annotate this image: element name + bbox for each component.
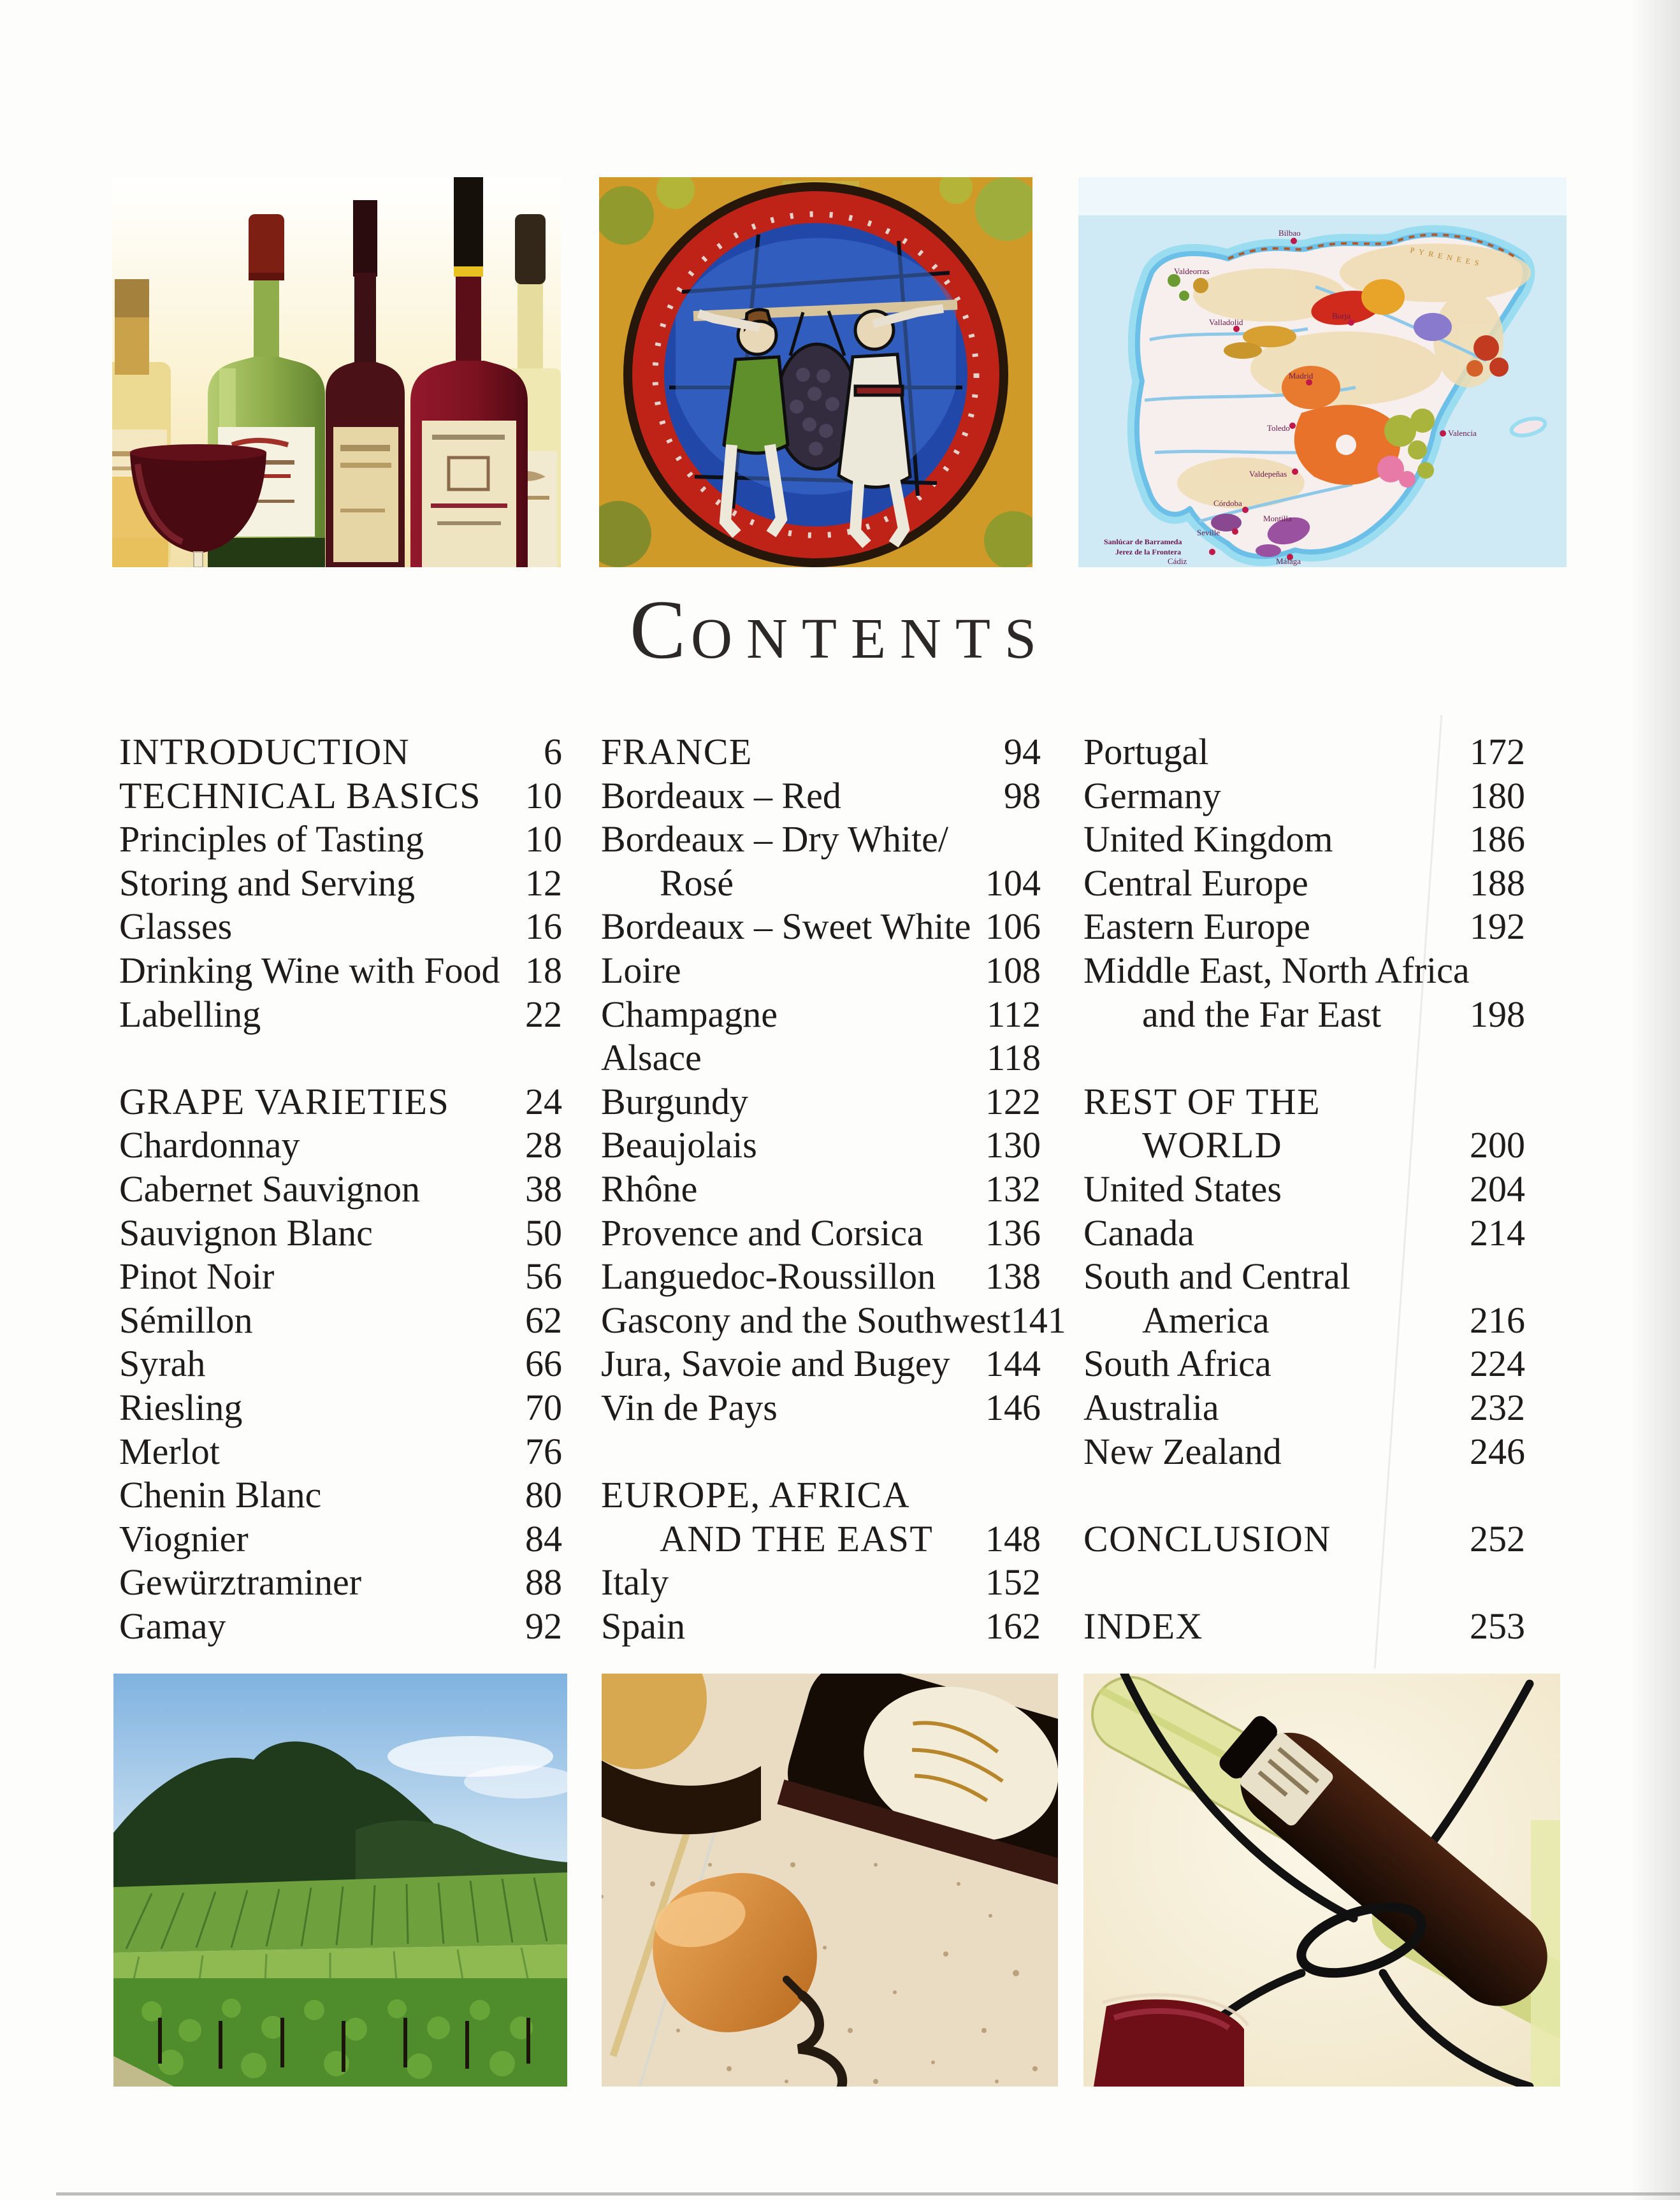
toc-entry-label: WORLD bbox=[1142, 1124, 1283, 1166]
toc-entry-page: 172 bbox=[1470, 731, 1525, 772]
toc-spacer bbox=[1083, 1473, 1525, 1517]
toc-entry-page: 138 bbox=[985, 1256, 1041, 1298]
spain-wine-map-photo bbox=[1078, 177, 1567, 567]
toc-entry-label: FRANCE bbox=[601, 731, 753, 772]
svg-text:Madrid: Madrid bbox=[1289, 371, 1314, 380]
red-wine-glass-partial bbox=[1094, 1995, 1248, 2087]
toc-entry bbox=[119, 1517, 562, 1561]
svg-text:Borja: Borja bbox=[1332, 311, 1351, 321]
toc-spacer bbox=[119, 1036, 562, 1080]
toc-entry-label: Spain bbox=[601, 1605, 686, 1647]
toc-entry-label: Vin de Pays bbox=[601, 1386, 778, 1428]
toc-entry-label: South Africa bbox=[1083, 1343, 1271, 1385]
toc-entry-label: AND THE EAST bbox=[660, 1517, 934, 1560]
toc-entry-label: Beaujolais bbox=[601, 1124, 757, 1166]
toc-entry bbox=[601, 1036, 1041, 1080]
toc-entry bbox=[601, 1124, 1041, 1168]
toc-entry bbox=[601, 774, 1041, 818]
toc-entry bbox=[119, 774, 562, 818]
toc-entry bbox=[119, 905, 562, 949]
toc-entry-label: Loire bbox=[601, 949, 681, 991]
toc-entry-page: 148 bbox=[985, 1517, 1041, 1560]
toc-entry-page: 122 bbox=[985, 1080, 1041, 1122]
toc-entry-page: 246 bbox=[1470, 1430, 1525, 1472]
toc-spacer bbox=[601, 1430, 1041, 1474]
toc-entry-page: 80 bbox=[525, 1474, 562, 1516]
toc-entry bbox=[601, 1299, 1066, 1343]
toc-entry-label: Viognier bbox=[119, 1517, 249, 1560]
toc-entry bbox=[119, 862, 562, 906]
toc-entry-page: 106 bbox=[985, 906, 1041, 948]
toc-entry bbox=[119, 730, 562, 774]
toc-entry-label: INDEX bbox=[1083, 1605, 1203, 1647]
toc-entry-page: 112 bbox=[987, 993, 1041, 1035]
toc-entry-label: Syrah bbox=[119, 1343, 206, 1385]
svg-text:Valdeorras: Valdeorras bbox=[1174, 266, 1210, 276]
toc-entry bbox=[1083, 774, 1525, 818]
toc-entry bbox=[1083, 1430, 1525, 1474]
svg-text:Bilbao: Bilbao bbox=[1278, 228, 1301, 238]
toc-entry-page: 70 bbox=[525, 1386, 562, 1428]
toc-entry bbox=[119, 1168, 562, 1212]
svg-text:Sanlúcar de Barrameda: Sanlúcar de Barrameda bbox=[1104, 537, 1182, 546]
wine-bottles-illustration bbox=[112, 177, 561, 567]
vineyard-illustration bbox=[113, 1674, 567, 2087]
toc-entry-label: Germany bbox=[1083, 774, 1221, 816]
toc-entry bbox=[119, 1386, 562, 1430]
toc-entry-label: Provence and Corsica bbox=[601, 1212, 923, 1254]
toc-entry-page: 12 bbox=[525, 862, 562, 904]
toc-entry-label: Burgundy bbox=[601, 1080, 748, 1122]
toc-entry bbox=[601, 1386, 1041, 1430]
toc-entry-page: 76 bbox=[525, 1430, 562, 1472]
toc-entry-page: 56 bbox=[525, 1256, 562, 1298]
toc-entry bbox=[1083, 1124, 1525, 1168]
toc-entry-label: Sauvignon Blanc bbox=[119, 1212, 373, 1254]
toc-entry-label: Riesling bbox=[119, 1386, 243, 1428]
toc-entry-page: 253 bbox=[1470, 1605, 1525, 1647]
svg-text:Valdepeñas: Valdepeñas bbox=[1249, 469, 1287, 479]
toc-entry-label: Alsace bbox=[601, 1037, 702, 1079]
toc-entry-page: 18 bbox=[525, 949, 562, 991]
toc-entry-label: Drinking Wine with Food bbox=[119, 949, 500, 991]
toc-entry bbox=[601, 1342, 1041, 1386]
toc-entry-page: 130 bbox=[985, 1124, 1041, 1166]
wine-rack-illustration bbox=[1083, 1674, 1560, 2087]
toc-entry-label: INTRODUCTION bbox=[119, 731, 410, 772]
toc-entry-page: 146 bbox=[985, 1386, 1041, 1428]
toc-entry-page: 214 bbox=[1470, 1212, 1525, 1254]
toc-entry-page: 38 bbox=[525, 1168, 562, 1210]
toc-entry-label: United Kingdom bbox=[1083, 818, 1333, 860]
toc-entry bbox=[1083, 1605, 1525, 1649]
toc-entry-page: 180 bbox=[1470, 774, 1525, 816]
toc-entry-page: 88 bbox=[525, 1561, 562, 1603]
toc-entry-label: Bordeaux – Red bbox=[601, 774, 841, 816]
toc-entry-page: 94 bbox=[1004, 731, 1041, 772]
toc-entry bbox=[601, 862, 1041, 906]
toc-entry-label: Central Europe bbox=[1083, 862, 1308, 904]
toc-entry-page: 22 bbox=[525, 993, 562, 1035]
toc-entry-page: 200 bbox=[1470, 1124, 1525, 1166]
toc-column-3 bbox=[1083, 730, 1525, 1648]
toc-entry-page: 16 bbox=[525, 906, 562, 948]
toc-entry-label: Champagne bbox=[601, 993, 778, 1035]
toc-entry-label: Portugal bbox=[1083, 731, 1209, 772]
toc-entry-page: 186 bbox=[1470, 818, 1525, 860]
toc-entry bbox=[1083, 862, 1525, 906]
toc-entry-page: 132 bbox=[985, 1168, 1041, 1210]
page-title-rest: ONTENTS bbox=[691, 607, 1050, 670]
toc-entry-page: 232 bbox=[1470, 1386, 1525, 1428]
scan-bottom-edge bbox=[56, 2192, 1680, 2196]
svg-text:Valencia: Valencia bbox=[1448, 428, 1477, 438]
toc-entry bbox=[601, 1473, 1041, 1517]
toc-entry-label: TECHNICAL BASICS bbox=[119, 774, 482, 816]
toc-entry-page: 204 bbox=[1470, 1168, 1525, 1210]
toc-entry-label: Rosé bbox=[660, 862, 734, 904]
svg-text:Seville: Seville bbox=[1197, 528, 1220, 537]
toc-entry-page: 192 bbox=[1470, 906, 1525, 948]
toc-entry bbox=[119, 949, 562, 993]
svg-text:Málaga: Málaga bbox=[1276, 556, 1301, 566]
toc-entry-page: 66 bbox=[525, 1343, 562, 1385]
toc-entry-page: 136 bbox=[985, 1212, 1041, 1254]
toc-column-2 bbox=[601, 730, 1066, 1648]
cork-illustration bbox=[602, 1674, 1058, 2087]
toc-entry-label: Italy bbox=[601, 1561, 669, 1603]
toc-entry-label: Gamay bbox=[119, 1605, 226, 1647]
svg-text:Córdoba: Córdoba bbox=[1213, 498, 1242, 508]
svg-text:Toledo: Toledo bbox=[1267, 423, 1290, 433]
toc-entry-page: 118 bbox=[987, 1037, 1041, 1079]
toc-entry-page: 188 bbox=[1470, 862, 1525, 904]
toc-entry bbox=[1083, 1255, 1525, 1299]
toc-entry-page: 152 bbox=[985, 1561, 1041, 1603]
toc-entry bbox=[601, 730, 1041, 774]
svg-text:Montilla: Montilla bbox=[1263, 514, 1292, 523]
toc-entry-page: 224 bbox=[1470, 1343, 1525, 1385]
svg-text:Cádiz: Cádiz bbox=[1168, 556, 1187, 566]
page-title bbox=[0, 583, 1680, 676]
toc-entry-label: United States bbox=[1083, 1168, 1282, 1210]
toc-entry-label: EUROPE, AFRICA bbox=[601, 1474, 911, 1516]
wine-rack-photo bbox=[1083, 1674, 1560, 2087]
toc-entry bbox=[601, 818, 1041, 862]
toc-column-1 bbox=[119, 730, 562, 1648]
toc-entry bbox=[601, 1212, 1041, 1256]
toc-entry bbox=[1083, 993, 1525, 1037]
toc-entry-label: South and Central bbox=[1083, 1256, 1351, 1298]
toc-entry bbox=[119, 1255, 562, 1299]
toc-entry bbox=[1083, 1168, 1525, 1212]
svg-text:PYRENEES: PYRENEES bbox=[1409, 245, 1484, 269]
toc-entry-label: Gewürztraminer bbox=[119, 1561, 362, 1603]
toc-entry-label: Bordeaux – Sweet White bbox=[601, 906, 971, 948]
toc-entry-page: 6 bbox=[544, 731, 562, 772]
toc-entry-page: 144 bbox=[985, 1343, 1041, 1385]
toc-entry bbox=[119, 1212, 562, 1256]
toc-entry-label: GRAPE VARIETIES bbox=[119, 1080, 450, 1122]
toc-entry bbox=[1083, 730, 1525, 774]
svg-text:Valladolid: Valladolid bbox=[1209, 317, 1243, 327]
toc-entry bbox=[119, 1561, 562, 1605]
toc-entry bbox=[601, 1561, 1041, 1605]
toc-entry-label: Languedoc-Roussillon bbox=[601, 1256, 936, 1298]
svg-text:Jerez de la Frontera: Jerez de la Frontera bbox=[1115, 547, 1182, 556]
toc-entry-page: 252 bbox=[1470, 1517, 1525, 1560]
toc-entry-page: 50 bbox=[525, 1212, 562, 1254]
toc-entry-label: REST OF THE bbox=[1083, 1080, 1321, 1122]
toc-entry bbox=[119, 993, 562, 1037]
toc-entry bbox=[119, 1342, 562, 1386]
toc-entry-label: Glasses bbox=[119, 906, 233, 948]
cork-and-corkscrew-photo bbox=[602, 1674, 1058, 2087]
toc-spacer bbox=[1083, 1036, 1525, 1080]
toc-entry-page: 62 bbox=[525, 1299, 562, 1341]
toc-entry-page: 92 bbox=[525, 1605, 562, 1647]
toc-entry-label: CONCLUSION bbox=[1083, 1517, 1331, 1560]
toc-entry bbox=[1083, 1080, 1525, 1124]
toc-entry bbox=[119, 1124, 562, 1168]
toc-entry-label: Chenin Blanc bbox=[119, 1474, 322, 1516]
toc-entry bbox=[119, 1605, 562, 1649]
toc-entry-page: 28 bbox=[525, 1124, 562, 1166]
toc-entry-label: America bbox=[1142, 1299, 1270, 1341]
toc-entry-label: Merlot bbox=[119, 1430, 220, 1472]
toc-entry-label: Storing and Serving bbox=[119, 862, 415, 904]
toc-entry-page: 24 bbox=[525, 1080, 562, 1122]
toc-entry-label: Pinot Noir bbox=[119, 1256, 275, 1298]
toc-entry-page: 104 bbox=[985, 862, 1041, 904]
toc-entry-label: Principles of Tasting bbox=[119, 818, 424, 860]
toc-entry-label: Labelling bbox=[119, 993, 261, 1035]
toc-entry bbox=[1083, 818, 1525, 862]
page-title-initial: C bbox=[629, 583, 692, 676]
toc-entry bbox=[601, 949, 1041, 993]
toc-entry bbox=[119, 1299, 562, 1343]
stained-glass-illustration bbox=[599, 177, 1032, 567]
toc-entry bbox=[601, 905, 1041, 949]
toc-entry-page: 198 bbox=[1470, 993, 1525, 1035]
toc-entry-label: Cabernet Sauvignon bbox=[119, 1168, 420, 1210]
toc-entry-label: Jura, Savoie and Bugey bbox=[601, 1343, 950, 1385]
scan-edge-shadow bbox=[1630, 0, 1680, 2200]
toc-spacer bbox=[1083, 1561, 1525, 1605]
toc-entry bbox=[1083, 1386, 1525, 1430]
toc-entry-page: 141 bbox=[1010, 1299, 1066, 1341]
toc-entry-label: Bordeaux – Dry White/ bbox=[601, 818, 948, 860]
toc-entry bbox=[1083, 905, 1525, 949]
toc-entry bbox=[601, 1605, 1041, 1649]
toc-entry bbox=[601, 1255, 1041, 1299]
toc-entry bbox=[1083, 1517, 1525, 1561]
toc-entry-label: and the Far East bbox=[1142, 993, 1382, 1035]
wine-bottles-photo bbox=[112, 177, 561, 567]
toc-entry bbox=[601, 1080, 1041, 1124]
spain-map-illustration bbox=[1078, 177, 1567, 567]
toc-entry-label: Rhône bbox=[601, 1168, 698, 1210]
toc-entry-label: New Zealand bbox=[1083, 1430, 1282, 1472]
toc-entry-page: 10 bbox=[525, 774, 562, 816]
toc-entry bbox=[1083, 1212, 1525, 1256]
toc-entry bbox=[119, 818, 562, 862]
toc-entry-label: Chardonnay bbox=[119, 1124, 300, 1166]
toc-entry bbox=[119, 1430, 562, 1474]
vineyard-photo bbox=[113, 1674, 567, 2087]
toc-entry-label: Eastern Europe bbox=[1083, 906, 1310, 948]
toc-entry bbox=[1083, 1342, 1525, 1386]
toc-entry-label: Gascony and the Southwest bbox=[601, 1299, 1011, 1341]
toc-entry bbox=[1083, 949, 1525, 993]
toc-entry bbox=[1083, 1299, 1525, 1343]
toc-entry-label: Sémillon bbox=[119, 1299, 253, 1341]
toc-entry-page: 216 bbox=[1470, 1299, 1525, 1341]
toc-entry-label: Middle East, North Africa bbox=[1083, 949, 1470, 991]
toc-entry bbox=[601, 1517, 1041, 1561]
toc-entry bbox=[601, 993, 1041, 1037]
toc-entry-page: 108 bbox=[985, 949, 1041, 991]
toc-entry bbox=[119, 1473, 562, 1517]
toc-entry-page: 98 bbox=[1004, 774, 1041, 816]
toc-entry bbox=[601, 1168, 1041, 1212]
toc-entry-page: 84 bbox=[525, 1517, 562, 1560]
toc-entry-label: Australia bbox=[1083, 1386, 1219, 1428]
stained-glass-harvest-photo bbox=[599, 177, 1032, 567]
toc-entry-label: Canada bbox=[1083, 1212, 1194, 1254]
toc-entry bbox=[119, 1080, 562, 1124]
toc-entry-page: 10 bbox=[525, 818, 562, 860]
toc-entry-page: 162 bbox=[985, 1605, 1041, 1647]
